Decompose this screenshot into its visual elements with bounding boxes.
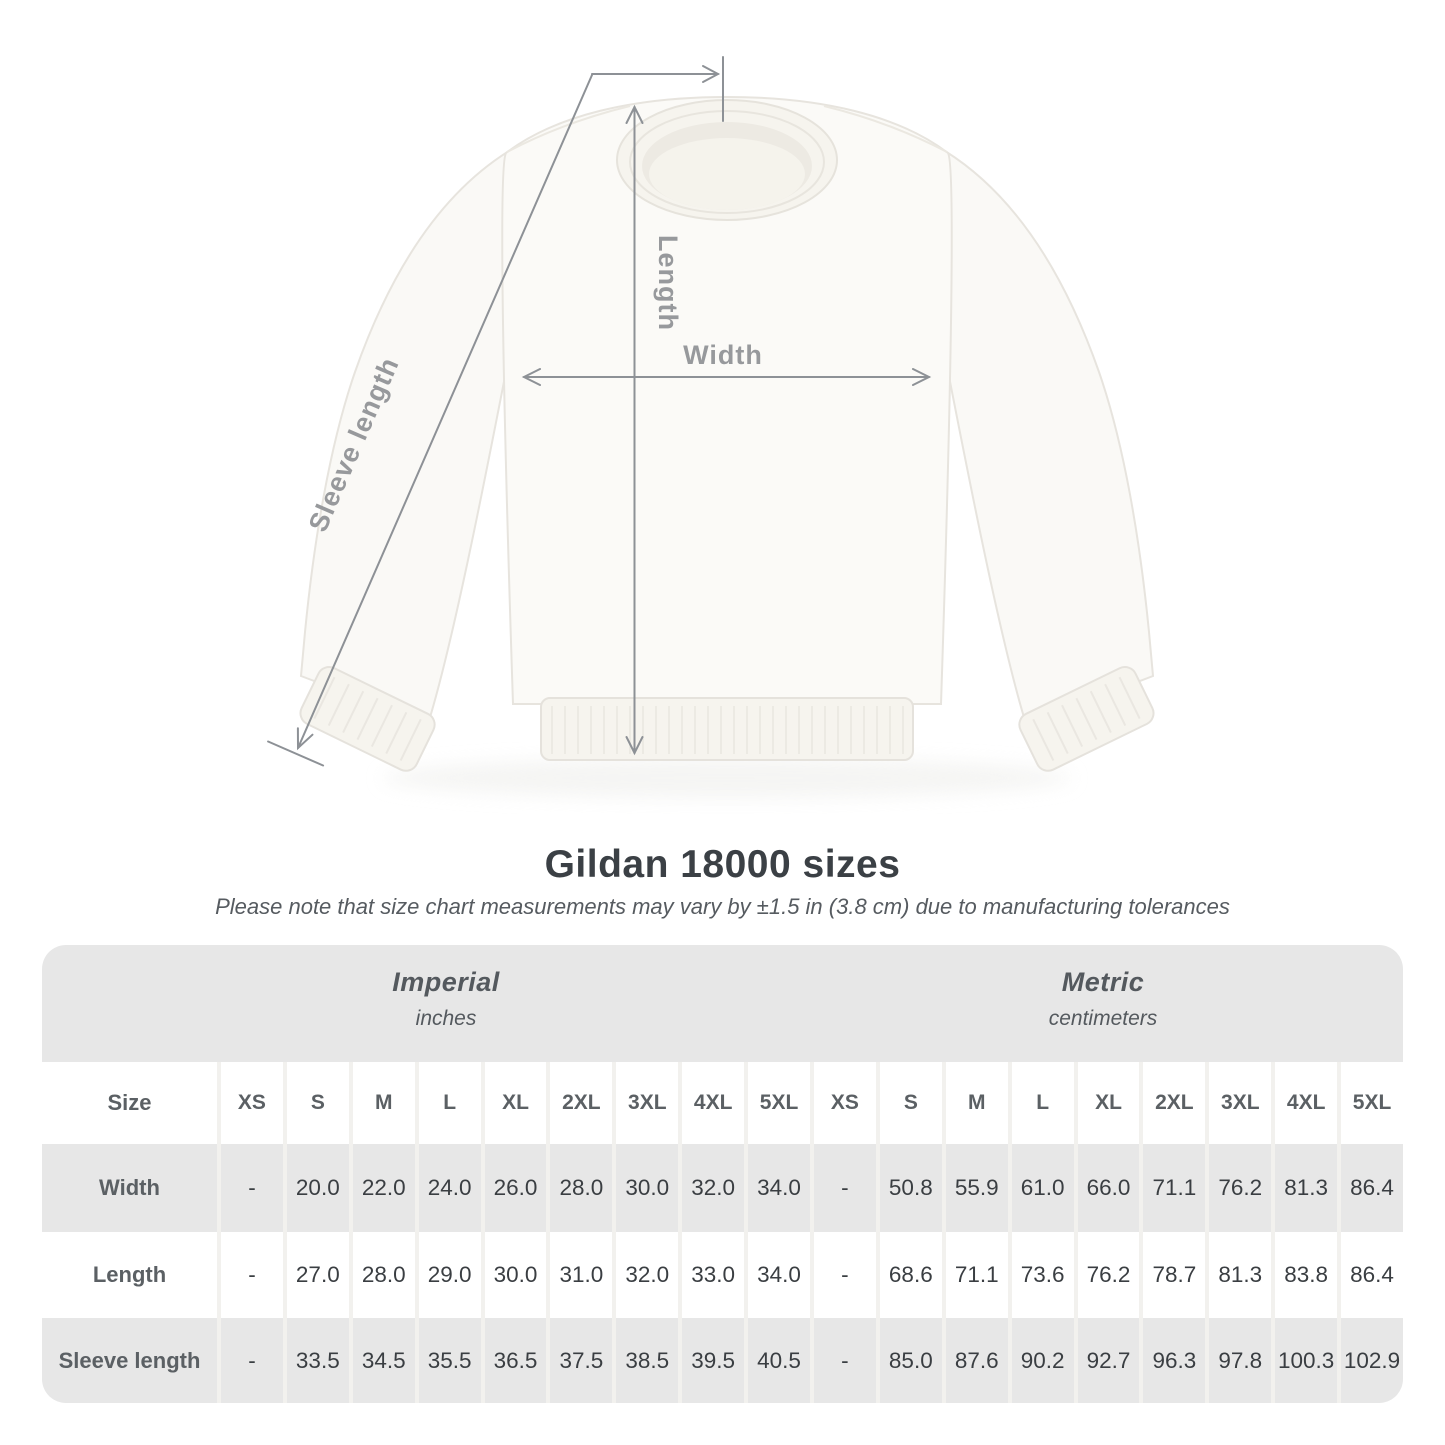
value-imperial: 30.0 [612,1144,678,1232]
value-imperial: 39.5 [678,1318,744,1403]
size-header-metric: 2XL [1139,1062,1205,1144]
sleeve-length-measure-label: Sleeve length [302,352,405,537]
size-header-metric: 3XL [1205,1062,1271,1144]
metric-unit: centimeters [1048,1007,1158,1030]
value-metric: - [810,1318,876,1403]
value-metric: - [810,1144,876,1232]
value-metric: 68.6 [876,1232,942,1318]
size-header-imperial: XS [217,1062,283,1144]
imperial-title: Imperial [392,967,500,997]
size-header-imperial: 3XL [612,1062,678,1144]
size-table [42,945,1403,1403]
value-imperial: - [217,1318,283,1403]
value-imperial: 32.0 [678,1144,744,1232]
value-metric: 76.2 [1205,1144,1271,1232]
value-imperial: 35.5 [415,1318,481,1403]
page-title: Gildan 18000 sizes [544,843,901,886]
value-metric: 97.8 [1205,1318,1271,1403]
value-imperial: 36.5 [481,1318,547,1403]
value-metric: 66.0 [1074,1144,1140,1232]
size-header-imperial: M [349,1062,415,1144]
value-imperial: 22.0 [349,1144,415,1232]
size-header-metric: XL [1074,1062,1140,1144]
value-metric: 73.6 [1008,1232,1074,1318]
value-metric: 102.9 [1337,1318,1403,1403]
value-imperial: 20.0 [283,1144,349,1232]
value-metric: 86.4 [1337,1232,1403,1318]
imperial-group-header [392,967,500,1031]
value-imperial: 28.0 [349,1232,415,1318]
width-measure-label: Width [683,340,763,370]
size-header-imperial: L [415,1062,481,1144]
garment-shadow [382,758,1072,798]
value-metric: 87.6 [942,1318,1008,1403]
value-metric: 50.8 [876,1144,942,1232]
value-imperial: 40.5 [744,1318,810,1403]
sweatshirt-illustration [296,97,1157,775]
size-header-imperial: 4XL [678,1062,744,1144]
metric-group-header [1049,967,1158,1031]
value-imperial: 28.0 [546,1144,612,1232]
value-imperial: 29.0 [415,1232,481,1318]
size-column-header: Size [107,1090,152,1115]
value-metric: 61.0 [1008,1144,1074,1232]
size-header-metric: S [876,1062,942,1144]
size-header-metric: M [942,1062,1008,1144]
row-label: Sleeve length [58,1347,201,1373]
length-measure-label: Length [653,235,683,331]
value-imperial: 37.5 [546,1318,612,1403]
value-metric: 71.1 [1139,1144,1205,1232]
value-metric: 71.1 [942,1232,1008,1318]
value-metric: 96.3 [1139,1318,1205,1403]
value-imperial: 33.0 [678,1232,744,1318]
value-imperial: 34.5 [349,1318,415,1403]
value-imperial: 31.0 [546,1232,612,1318]
value-metric: 86.4 [1337,1144,1403,1232]
value-imperial: 38.5 [612,1318,678,1403]
value-metric: 85.0 [876,1318,942,1403]
value-metric: - [810,1232,876,1318]
value-imperial: 33.5 [283,1318,349,1403]
value-imperial: - [217,1144,283,1232]
value-metric: 81.3 [1271,1144,1337,1232]
row-label: Width [99,1175,160,1200]
size-header-imperial: S [283,1062,349,1144]
value-metric: 90.2 [1008,1318,1074,1403]
value-imperial: 27.0 [283,1232,349,1318]
value-imperial: 30.0 [481,1232,547,1318]
value-metric: 55.9 [942,1144,1008,1232]
value-imperial: 24.0 [415,1144,481,1232]
value-metric: 92.7 [1074,1318,1140,1403]
table-row-width [42,1144,1403,1232]
collar [617,100,837,220]
size-header-imperial: 5XL [744,1062,810,1144]
imperial-unit: inches [415,1007,477,1030]
value-imperial: 32.0 [612,1232,678,1318]
tolerance-note: Please note that size chart measurements may vary by ±1.5 in (3.8 cm) due to manufacturing tolerances [215,894,1230,919]
unit-group-band [42,945,1403,1062]
value-imperial: 34.0 [744,1144,810,1232]
size-header-metric: XS [810,1062,876,1144]
value-metric: 100.3 [1271,1318,1337,1403]
size-header-row [42,1062,1403,1144]
size-header-imperial: 2XL [546,1062,612,1144]
value-metric: 76.2 [1074,1232,1140,1318]
row-label: Length [92,1262,167,1287]
table-row-sleeve-length [42,1318,1403,1403]
value-metric: 83.8 [1271,1232,1337,1318]
table-row-length [42,1232,1403,1318]
size-header-imperial: XL [481,1062,547,1144]
size-header-metric: 5XL [1337,1062,1403,1144]
value-imperial: 26.0 [481,1144,547,1232]
value-metric: 81.3 [1205,1232,1271,1318]
metric-title: Metric [1061,967,1145,997]
size-header-metric: 4XL [1271,1062,1337,1144]
value-imperial: - [217,1232,283,1318]
value-metric: 78.7 [1139,1232,1205,1318]
size-header-metric: L [1008,1062,1074,1144]
value-imperial: 34.0 [744,1232,810,1318]
